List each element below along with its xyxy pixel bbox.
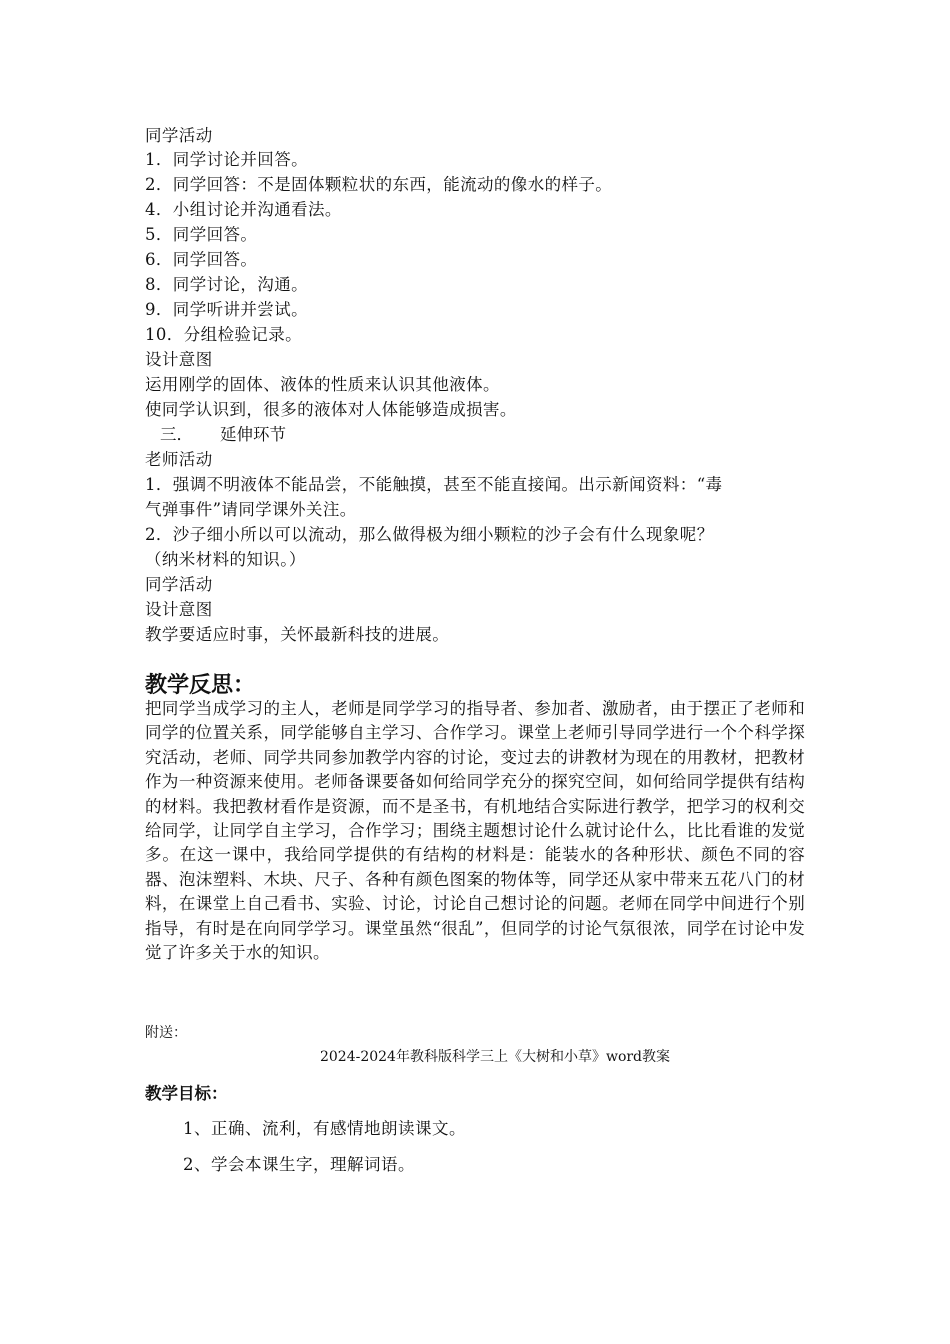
goals-heading: 教学目标：: [145, 1084, 228, 1103]
section-three-title: [160, 423, 286, 447]
student-activity-item: 2．同学回答：不是固体颗粒状的东西，能流动的像水的样子。: [145, 175, 613, 194]
reflection-heading: 教学反思：: [145, 672, 256, 698]
student-activity-item: 5．同学回答。: [145, 225, 258, 244]
student-activity-item: 8．同学讨论，沟通。: [145, 275, 308, 294]
section-number: 三．: [160, 425, 193, 444]
teacher-activity-line: 2．沙子细小所以可以流动，那么做得极为细小颗粒的沙子会有什么现象呢？: [145, 525, 714, 544]
appendix-title: 2024-2024年教科版科学三上《大树和小草》word教案: [319, 1049, 671, 1065]
student-activity-item: 6．同学回答。: [145, 250, 258, 269]
design-intent-line: 教学要适应时事，关怀最新科技的进展。: [145, 625, 450, 644]
student-activity-item: 9．同学听讲并尝试。: [145, 300, 308, 319]
goal-item: 1、正确、流利，有感情地朗读课文。: [183, 1119, 466, 1138]
reflection-paragraph: 把同学当成学习的主人，老师是同学学习的指导者、参加者、激励者，由于摆正了老师和同学的位置关系，同学能够自主学习、合作学习。课堂上老师引导同学进行一个个科学探究活动，老师、同学共同参加教学内容的讨论，变过去的讲教材为现在的用教材，把教材作为一种资源来使用。老师备课要备如何给同学充分的探究空间，如何给同学提供有结构的材料。我把教材看作是资源，而不是圣书，有机地结合实际进行教学，把学习的权利交给同学，让同学自主学习，合作学习；围绕主题想讨论什么就讨论什么，比比看谁的发觉多。在这一课中，我给同学提供的有结构的材料是：能装水的各种形状、颜色不同的容器、泡沫塑料、木块、尺子、各种有颜色图案的物体等，同学还从家中带来五花八门的材料，在课堂上自己看书、实验、讨论，讨论自己想讨论的问题。老师在同学中间进行个别指导，有时是在向同学学习。课堂虽然“很乱”，但同学的讨论气氛很浓，同学在讨论中发觉了许多关于水的知识。: [145, 699, 805, 963]
teacher-activity-line: 1．强调不明液体不能品尝，不能触摸，甚至不能直接闻。出示新闻资料：“毒: [145, 475, 723, 494]
student-activity-item: 10．分组检验记录。: [145, 325, 302, 344]
student-activity-item: 1．同学讨论并回答。: [145, 150, 308, 169]
teacher-activity-line: （纳米材料的知识。）: [145, 550, 306, 569]
design-intent-heading: 设计意图: [145, 350, 213, 369]
section-title: 延伸环节: [220, 425, 286, 444]
design-intent-line: 使同学认识到，很多的液体对人体能够造成损害。: [145, 400, 517, 419]
design-intent-line: 运用刚学的固体、液体的性质来认识其他液体。: [145, 375, 500, 394]
student-activity-item: 4．小组讨论并沟通看法。: [145, 200, 342, 219]
appendix-label: 附送：: [145, 1025, 187, 1041]
teacher-activity-heading: 老师活动: [145, 450, 213, 469]
goal-item: 2、学会本课生字，理解词语。: [183, 1155, 415, 1174]
student-activity-heading: 同学活动: [145, 126, 213, 145]
teacher-activity-line: 气弹事件”请同学课外关注。: [145, 500, 357, 519]
student-activity-heading: 同学活动: [145, 575, 213, 594]
design-intent-heading: 设计意图: [145, 600, 213, 619]
